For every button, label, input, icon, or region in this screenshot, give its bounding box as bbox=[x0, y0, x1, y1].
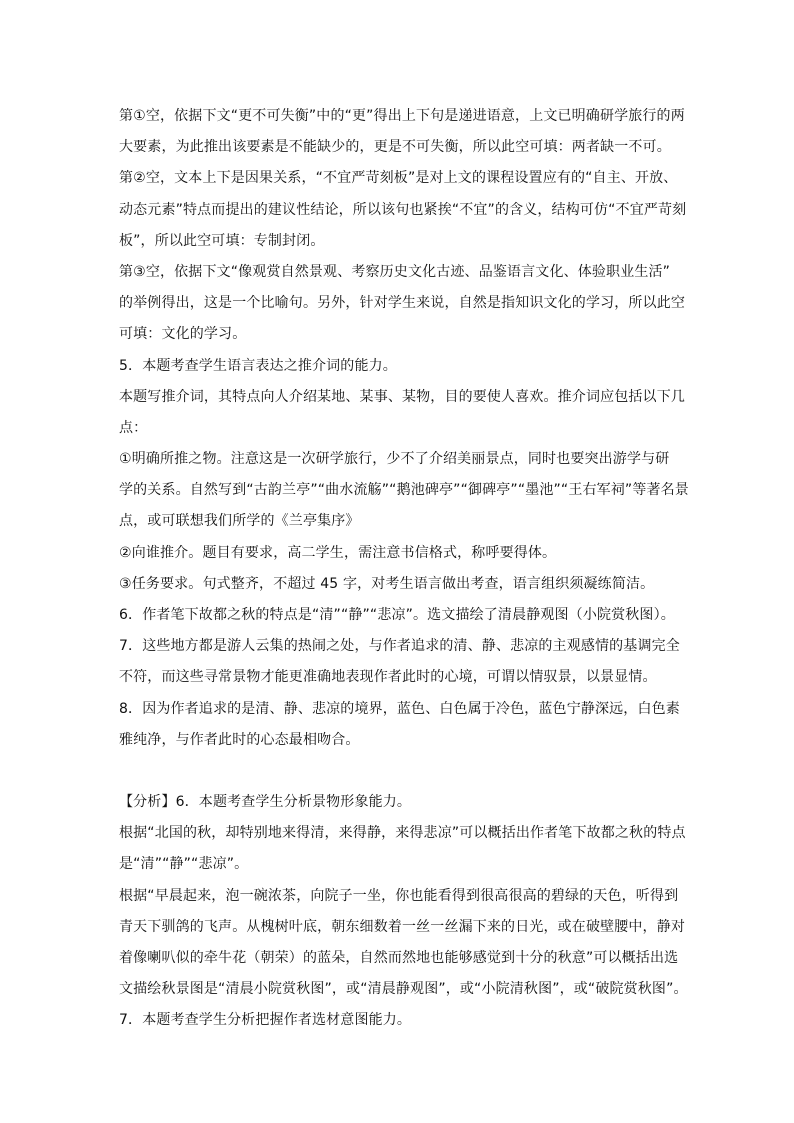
analysis-section bbox=[119, 787, 688, 1037]
answer-explanation-section bbox=[119, 101, 689, 756]
text-line: 不符，而这些寻常景物才能更准确地表现作者此时的心境，可谓以情驭景，以景显情。 bbox=[119, 669, 657, 686]
text-line: 大要素，为此推出该要素是不能缺少的，更是不可失衡，所以此空可填：两者缺一不可。 bbox=[119, 139, 671, 156]
text-line: 7．本题考查学生分析把握作者选材意图能力。 bbox=[119, 1012, 412, 1029]
text-line: ①明确所推之物。注意这是一次研学旅行，少不了介绍美丽景点，同时也要突出游学与研 bbox=[119, 451, 670, 468]
text-line: 可填：文化的学习。 bbox=[119, 326, 247, 343]
text-line: 雅纯净，与作者此时的心态最相吻合。 bbox=[119, 731, 360, 748]
paragraph-gap bbox=[119, 756, 679, 787]
text-line: ③任务要求。句式整齐，不超过 45 字，对考生语言做出考查，语言组织须凝练简洁。 bbox=[119, 575, 655, 592]
text-line: 7．这些地方都是游人云集的热闹之处，与作者追求的清、静、悲凉的主观感情的基调完全 bbox=[119, 638, 680, 655]
text-line: 第③空，依据下文“像观赏自然景观、考察历史文化古迹、品鉴语言文化、体验职业生活” bbox=[119, 263, 671, 280]
text-line: 是“清”“静”“悲凉”。 bbox=[119, 856, 249, 873]
text-line: ②向谁推介。题目有要求，高二学生，需注意书信格式，称呼要得体。 bbox=[119, 544, 557, 561]
analysis-heading: 【分析】6．本题考查学生分析景物形象能力。 bbox=[119, 793, 412, 810]
text-line: 青天下驯鸽的飞声。从槐树叶底，朝东细数着一丝一丝漏下来的日光，或在破壁腰中，静对 bbox=[119, 918, 685, 935]
text-line: 5．本题考查学生语言表达之推介词的能力。 bbox=[119, 357, 397, 374]
text-line: 的举例得出，这是一个比喻句。另外，针对学生来说，自然是指知识文化的学习，所以此空 bbox=[119, 295, 685, 312]
text-line: 点，或可联想我们所学的《兰亭集序》 bbox=[119, 513, 360, 530]
text-line: 着像喇叭似的牵牛花（朝荣）的蓝朵，自然而然地也能够感觉到十分的秋意”可以概括出选 bbox=[119, 949, 679, 966]
text-line: 8．因为作者追求的是清、静、悲凉的境界，蓝色、白色属于冷色，蓝色宁静深远，白色素 bbox=[119, 700, 680, 717]
text-line: 本题写推介词，其特点向人介绍某地、某事、某物，目的要使人喜欢。推介词应包括以下几 bbox=[119, 388, 685, 405]
text-line: 学的关系。自然写到“古韵兰亭”“曲水流觞”“鹅池碑亭”“御碑亭”“墨池”“王右军祠”等著名景 bbox=[119, 482, 689, 499]
text-line: 文描绘秋景图是“清晨小院赏秋图”，或“清晨静观图”，或“小院清秋图”，或“破院赏秋图”。 bbox=[119, 981, 688, 998]
document-body bbox=[119, 101, 689, 1036]
text-line: 动态元素”特点而提出的建议性结论，所以该句也紧挨“不宜”的含义，结构可仿“不宜严苛刻 bbox=[119, 201, 687, 218]
text-line: 第②空，文本上下是因果关系，“不宜严苛刻板”是对上文的课程设置应有的“自主、开放、 bbox=[119, 170, 678, 187]
text-line: 6．作者笔下故都之秋的特点是“清”“静”“悲凉”。选文描绘了清晨静观图（小院赏秋图）。 bbox=[119, 607, 675, 623]
text-line: 板”，所以此空可填：专制封闭。 bbox=[119, 232, 325, 249]
text-line: 根据“早晨起来，泡一碗浓茶，向院子一坐，你也能看得到很高很高的碧绿的天色，听得到 bbox=[119, 887, 679, 904]
text-line: 第①空，依据下文“更不可失衡”中的“更”得出上下句是递进语意，上文已明确研学旅行的两 bbox=[119, 108, 685, 124]
text-line: 根据“北国的秋，却特别地来得清，来得静，来得悲凉”可以概括出作者笔下故都之秋的特点 bbox=[119, 825, 686, 842]
text-line: 点： bbox=[119, 419, 148, 436]
